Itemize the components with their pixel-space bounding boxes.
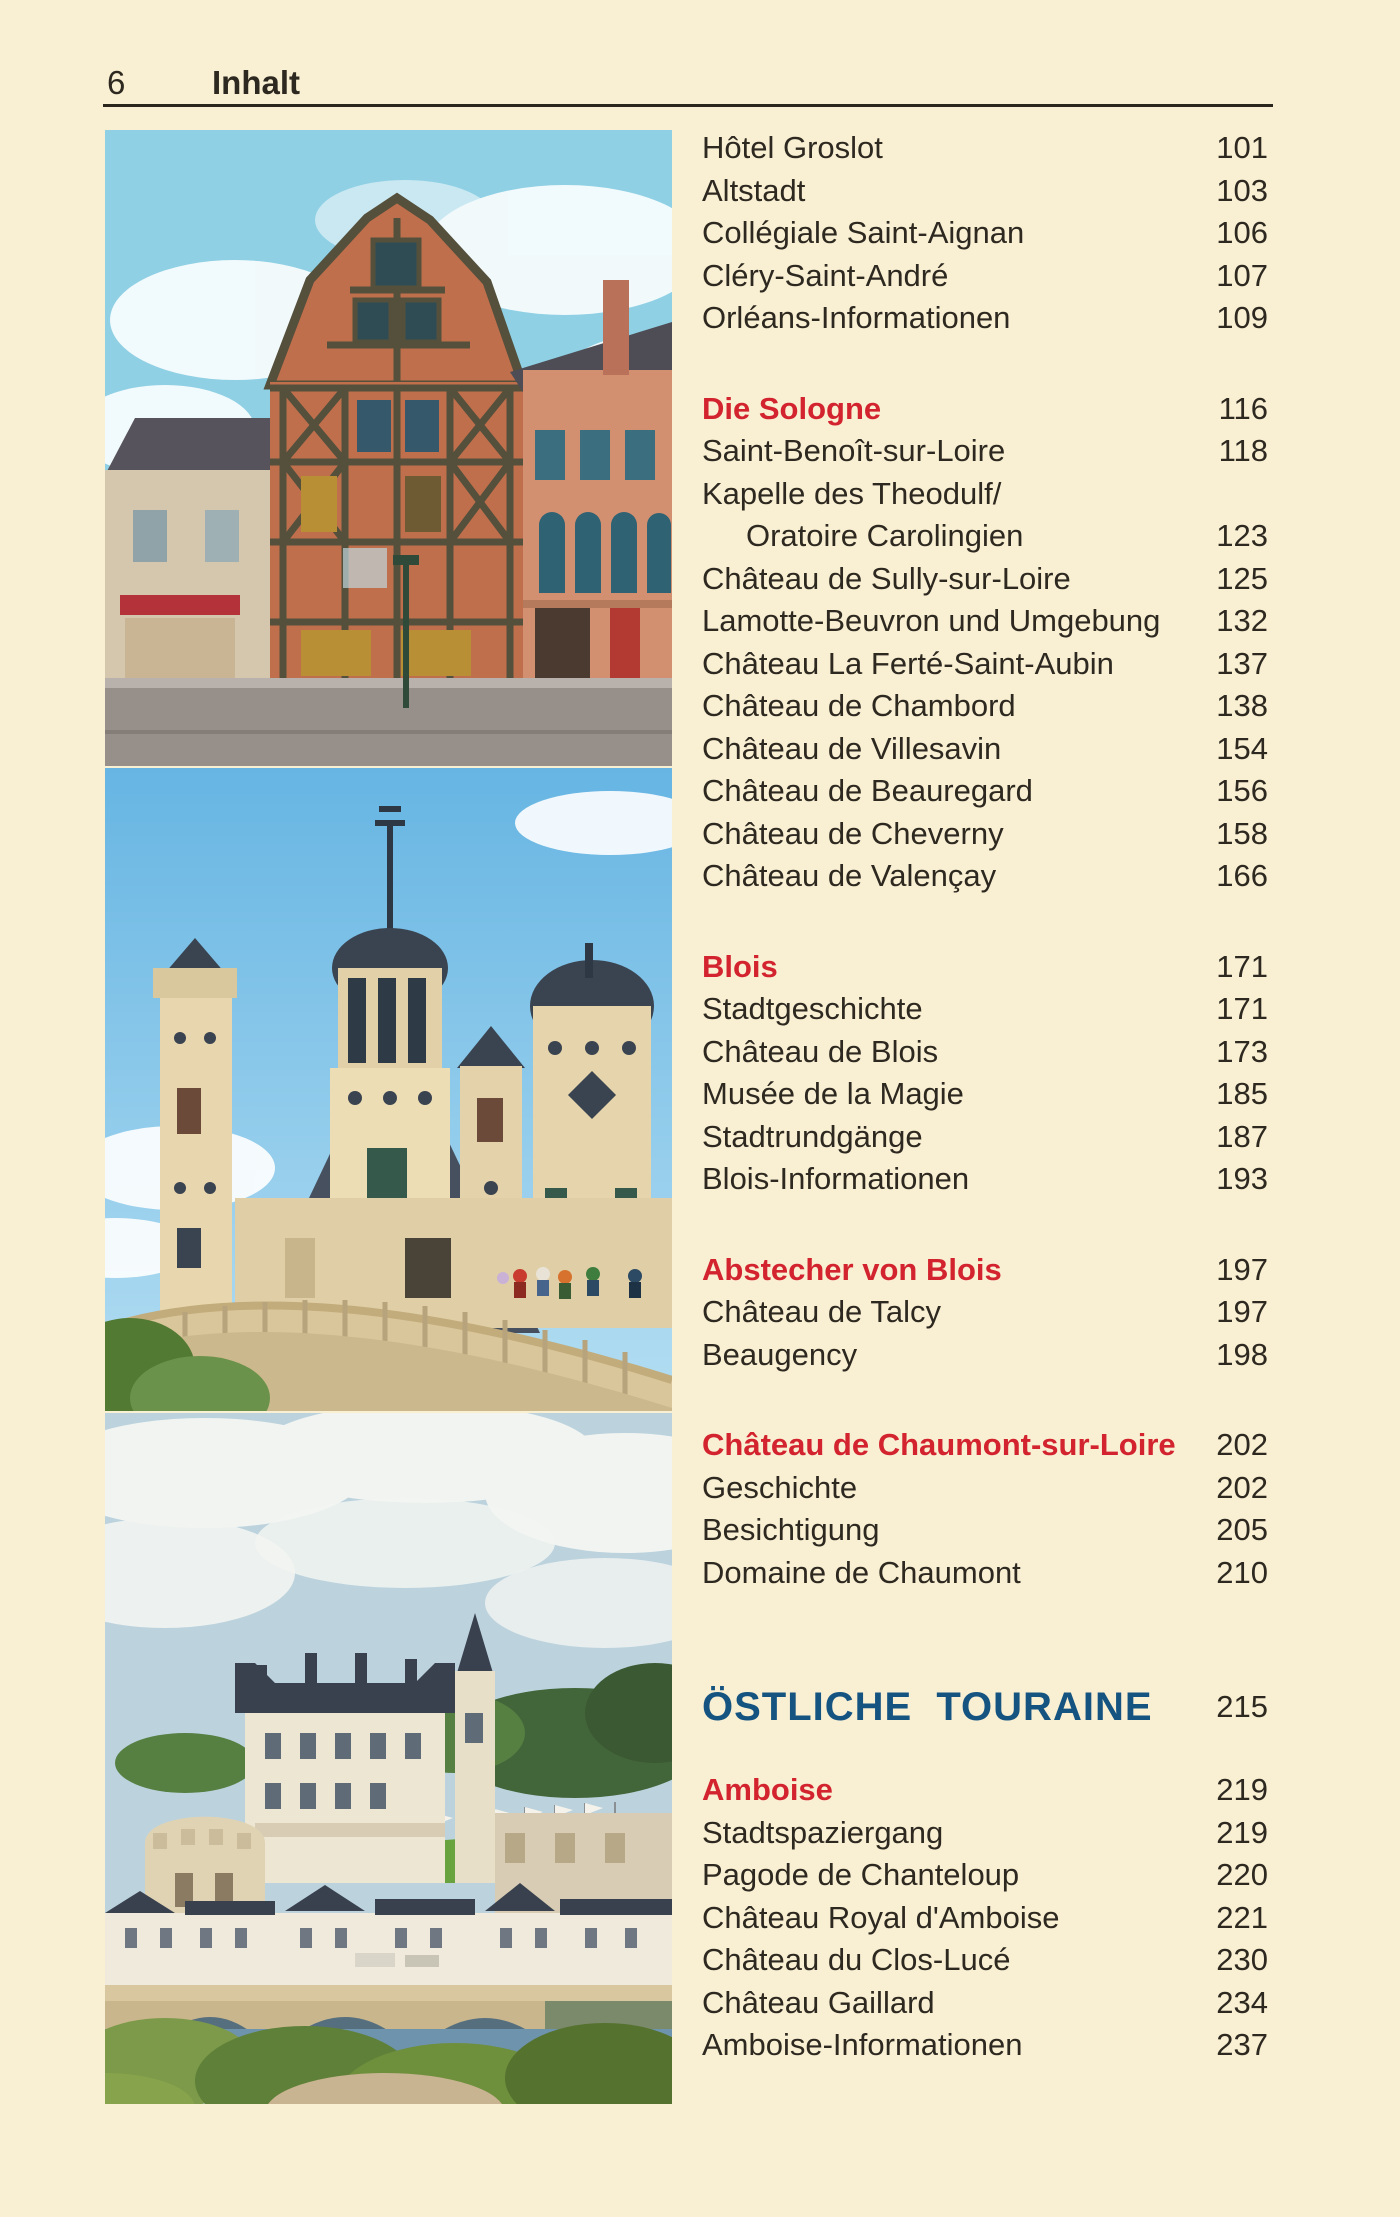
toc-entry[interactable] bbox=[702, 558, 1268, 601]
toc-entry-page-number: 202 bbox=[1216, 1469, 1268, 1505]
toc-entry-page-number: 215 bbox=[1216, 1689, 1268, 1724]
toc-entry-page-number: 154 bbox=[1216, 730, 1268, 766]
toc-entry-label: Château de Cheverny bbox=[702, 815, 1004, 851]
toc-part-heading[interactable] bbox=[702, 1682, 1268, 1732]
toc-spacer bbox=[702, 1376, 1268, 1424]
toc-entry-label: Stadtgeschichte bbox=[702, 991, 923, 1027]
toc-entry-label: Amboise bbox=[702, 1772, 833, 1808]
toc-spacer bbox=[702, 340, 1268, 388]
toc-entry-page-number: 123 bbox=[1216, 518, 1268, 554]
toc-entry-page-number: 107 bbox=[1216, 257, 1268, 293]
toc-entry-label: Blois-Informationen bbox=[702, 1161, 970, 1197]
toc-entry[interactable] bbox=[702, 728, 1268, 771]
toc-section-heading[interactable] bbox=[702, 1424, 1268, 1467]
toc-entry[interactable] bbox=[702, 297, 1268, 340]
toc-entry-page-number: 197 bbox=[1216, 1294, 1268, 1330]
toc-entry-label: Cléry-Saint-André bbox=[702, 257, 949, 293]
toc-entry[interactable] bbox=[702, 212, 1268, 255]
toc-section-heading[interactable] bbox=[702, 1249, 1268, 1292]
toc-spacer bbox=[702, 898, 1268, 946]
toc-entry[interactable] bbox=[702, 1854, 1268, 1897]
toc-entry[interactable] bbox=[702, 855, 1268, 898]
toc-entry[interactable] bbox=[702, 1073, 1268, 1116]
toc-entry-page-number: 219 bbox=[1216, 1772, 1268, 1808]
toc-spacer bbox=[702, 1201, 1268, 1249]
toc-entry-page-number: 166 bbox=[1216, 858, 1268, 894]
toc-entry-label: Saint-Benoît-sur-Loire bbox=[702, 433, 1006, 469]
toc-entry-label: Orléans-Informationen bbox=[702, 300, 1011, 336]
toc-entry-label: Château de Sully-sur-Loire bbox=[702, 560, 1071, 596]
toc-entry-page-number: 171 bbox=[1216, 991, 1268, 1027]
toc-entry-page-number: 109 bbox=[1216, 300, 1268, 336]
photo-chateau-amboise bbox=[105, 1413, 672, 2104]
toc-entry-page-number: 132 bbox=[1216, 603, 1268, 639]
toc-entry-page-number: 193 bbox=[1216, 1161, 1268, 1197]
amboise-illustration bbox=[105, 1413, 672, 2104]
toc-entry-label: Oratoire Carolingien bbox=[746, 518, 1024, 554]
toc-entry-label: Amboise-Informationen bbox=[702, 2027, 1023, 2063]
toc-entry[interactable] bbox=[702, 1812, 1268, 1855]
toc-entry-label: Château du Clos-Lucé bbox=[702, 1942, 1011, 1978]
photo-chateau-chambord bbox=[105, 768, 672, 1411]
toc-entry-page-number: 197 bbox=[1216, 1251, 1268, 1287]
toc-entry-label: Pagode de Chanteloup bbox=[702, 1857, 1020, 1893]
toc-entry-page-number: 173 bbox=[1216, 1033, 1268, 1069]
toc-entry-label: Château Gaillard bbox=[702, 1984, 935, 2020]
toc-entry[interactable] bbox=[702, 988, 1268, 1031]
toc-entry[interactable] bbox=[702, 770, 1268, 813]
toc-entry-label: Geschichte bbox=[702, 1469, 858, 1505]
toc-entry-label: Château de Villesavin bbox=[702, 730, 1002, 766]
toc-entry[interactable] bbox=[702, 1031, 1268, 1074]
toc-entry-label: Château de Talcy bbox=[702, 1294, 941, 1330]
toc-section-heading[interactable] bbox=[702, 1769, 1268, 1812]
toc-entry-page-number: 187 bbox=[1216, 1118, 1268, 1154]
toc-entry-page-number: 101 bbox=[1216, 130, 1268, 166]
toc-entry[interactable] bbox=[702, 643, 1268, 686]
toc-entry-page-number: 202 bbox=[1216, 1427, 1268, 1463]
toc-entry[interactable] bbox=[702, 1334, 1268, 1377]
photo-half-timbered-house bbox=[105, 130, 672, 766]
toc-entry[interactable] bbox=[702, 813, 1268, 856]
toc-entry[interactable] bbox=[702, 1116, 1268, 1159]
toc-entry-label: Stadtspaziergang bbox=[702, 1814, 944, 1850]
toc-entry-label: Collégiale Saint-Aignan bbox=[702, 215, 1025, 251]
toc-entry-label: Die Sologne bbox=[702, 390, 882, 426]
toc-entry-label: Abstecher von Blois bbox=[702, 1251, 1002, 1287]
toc-entry-label: Altstadt bbox=[702, 172, 806, 208]
toc-entry[interactable] bbox=[702, 127, 1268, 170]
toc-entry[interactable] bbox=[702, 2024, 1268, 2067]
toc-entry-page-number: 210 bbox=[1216, 1554, 1268, 1590]
toc-entry-label: ÖSTLICHE TOURAINE bbox=[702, 1684, 1153, 1729]
left-tower bbox=[153, 938, 237, 1328]
toc-entry-label: Domaine de Chaumont bbox=[702, 1554, 1021, 1590]
toc-entry-page-number: 125 bbox=[1216, 560, 1268, 596]
toc-section-heading[interactable] bbox=[702, 946, 1268, 989]
toc-entry-label: Kapelle des Theodulf/ bbox=[702, 475, 1002, 511]
toc-entry-page-number: 185 bbox=[1216, 1076, 1268, 1112]
toc-entry-label: Hôtel Groslot bbox=[702, 130, 883, 166]
toc-entry-label: Château de Blois bbox=[702, 1033, 939, 1069]
toc-entry-page-number: 137 bbox=[1216, 645, 1268, 681]
toc-entry-page-number: 158 bbox=[1216, 815, 1268, 851]
toc-entry-page-number: 171 bbox=[1216, 948, 1268, 984]
toc-entry-label: Château Royal d'Amboise bbox=[702, 1899, 1060, 1935]
toc-entry[interactable] bbox=[702, 1509, 1268, 1552]
toc-entry-page-number: 156 bbox=[1216, 773, 1268, 809]
toc-entry-page-number: 221 bbox=[1216, 1899, 1268, 1935]
photo-column bbox=[105, 130, 672, 2104]
toc-spacer bbox=[702, 1594, 1268, 1682]
toc-entry[interactable] bbox=[702, 1897, 1268, 1940]
toc-section-heading[interactable] bbox=[702, 388, 1268, 431]
toc-entry-page-number: 138 bbox=[1216, 688, 1268, 724]
toc-entry[interactable] bbox=[702, 1291, 1268, 1334]
toc-entry-label: Blois bbox=[702, 948, 778, 984]
toc-entry[interactable] bbox=[702, 473, 1268, 516]
toc-entry-page-number: 220 bbox=[1216, 1857, 1268, 1893]
toc-entry-page-number: 237 bbox=[1216, 2027, 1268, 2063]
toc-entry[interactable] bbox=[702, 255, 1268, 298]
toc-entry[interactable] bbox=[702, 1158, 1268, 1201]
toc-entry-page-number: 198 bbox=[1216, 1336, 1268, 1372]
toc-entry-label: Musée de la Magie bbox=[702, 1076, 964, 1112]
toc-entry-page-number: 106 bbox=[1216, 215, 1268, 251]
toc-entry[interactable] bbox=[702, 1939, 1268, 1982]
half-timbered-house-illustration bbox=[105, 130, 672, 766]
toc-entry[interactable] bbox=[702, 170, 1268, 213]
toc-entry-label: Besichtigung bbox=[702, 1512, 880, 1548]
toc-entry[interactable] bbox=[702, 430, 1268, 473]
toc-entry-page-number: 234 bbox=[1216, 1984, 1268, 2020]
left-building bbox=[105, 418, 270, 680]
toc-entry-label: Lamotte-Beuvron und Umgebung bbox=[702, 603, 1161, 639]
header-rule bbox=[103, 104, 1273, 107]
toc-entry[interactable] bbox=[702, 1982, 1268, 2025]
page-number: 6 bbox=[107, 64, 126, 101]
toc-entry-label: Château La Ferté-Saint-Aubin bbox=[702, 645, 1114, 681]
toc-spacer bbox=[702, 1732, 1268, 1769]
toc-entry-page-number: 230 bbox=[1216, 1942, 1268, 1978]
toc-entry-page-number: 116 bbox=[1218, 390, 1268, 426]
chambord-illustration bbox=[105, 768, 672, 1411]
toc-entry-label: Château de Beauregard bbox=[702, 773, 1033, 809]
toc-entry-page-number: 219 bbox=[1216, 1814, 1268, 1850]
toc-entry[interactable] bbox=[702, 600, 1268, 643]
toc-entry[interactable] bbox=[702, 515, 1268, 558]
toc-entry-page-number: 118 bbox=[1218, 433, 1268, 469]
toc-entry-page-number: 205 bbox=[1216, 1512, 1268, 1548]
toc-entry-label: Stadtrundgänge bbox=[702, 1118, 923, 1154]
toc-entry-label: Château de Chambord bbox=[702, 688, 1016, 724]
toc-entry-label: Château de Valençay bbox=[702, 858, 997, 894]
toc-entry-label: Château de Chaumont-sur-Loire bbox=[702, 1427, 1176, 1463]
toc-entry[interactable] bbox=[702, 1552, 1268, 1595]
toc-entry[interactable] bbox=[702, 685, 1268, 728]
toc-entry-page-number: 103 bbox=[1216, 172, 1268, 208]
page-title: Inhalt bbox=[212, 64, 300, 101]
toc-list bbox=[702, 127, 1268, 2067]
toc-entry[interactable] bbox=[702, 1467, 1268, 1510]
page-header bbox=[0, 64, 1400, 104]
toc-entry-label: Beaugency bbox=[702, 1336, 858, 1372]
